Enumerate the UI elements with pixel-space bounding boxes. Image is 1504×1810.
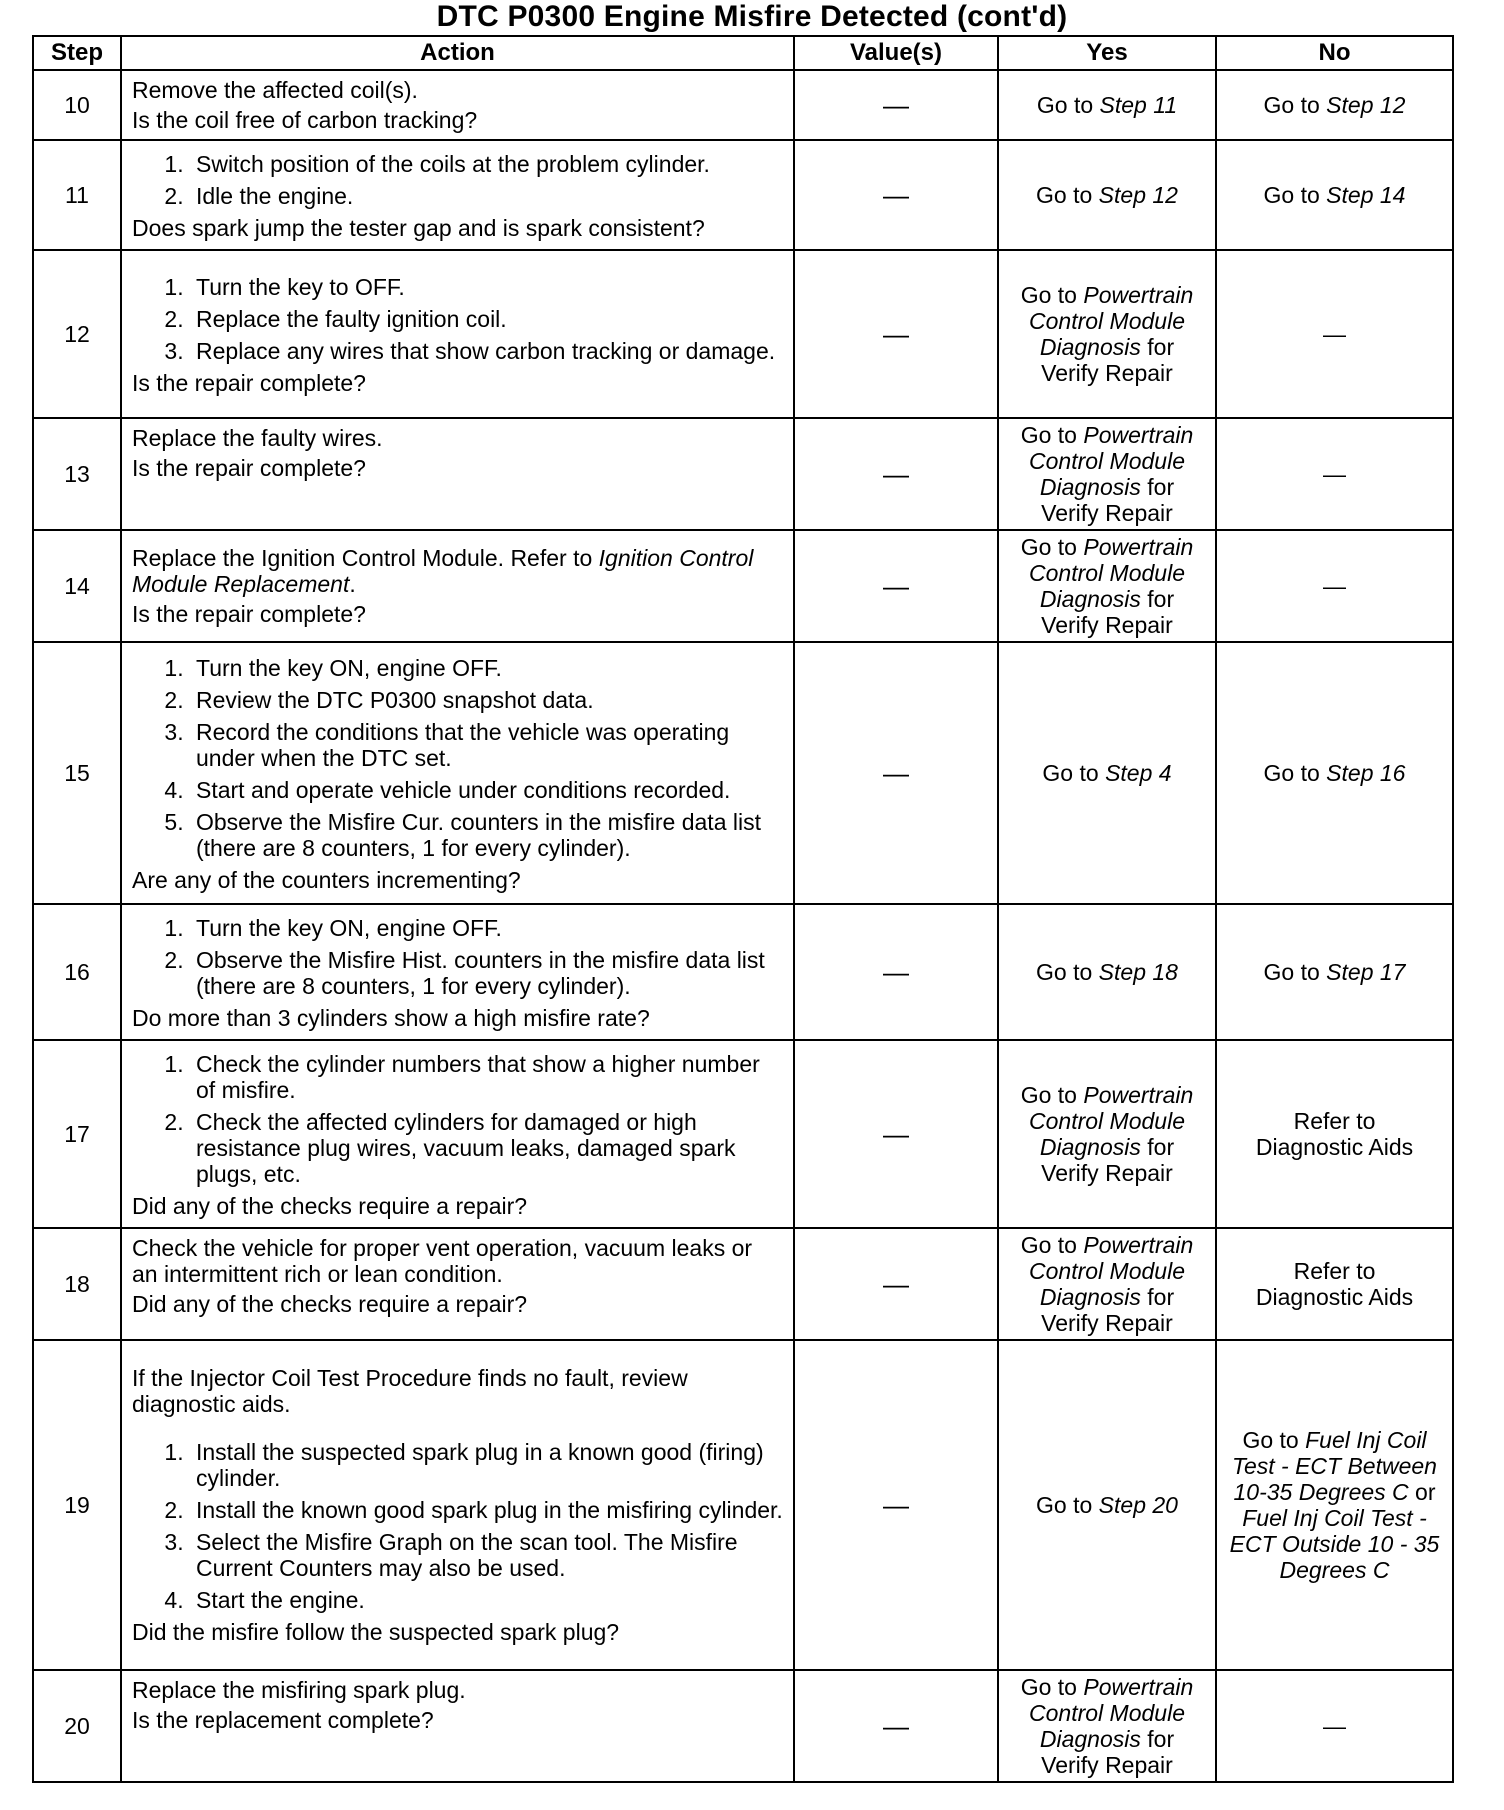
no-step-ref: Step 16 (1326, 760, 1406, 786)
yes-step-ref: Step 11 (1099, 92, 1178, 118)
action-cell (121, 70, 794, 140)
fuel-inj-coil-test-ref-2: Fuel Inj Coil Test - ECT Outside 10 - 35 Degrees C (1229, 1505, 1440, 1583)
no-step-ref: Step 12 (1326, 92, 1406, 118)
list-item: 2. Replace the faulty ignition coil. (190, 306, 783, 332)
pcm-verify: Verify Repair (1041, 360, 1173, 386)
table-row-step-10 (33, 70, 1453, 140)
pcm-ref-3: Diagnosis (1039, 474, 1141, 500)
action-list (132, 1439, 783, 1613)
header-yes: Yes (998, 36, 1216, 70)
list-item: 1. Turn the key to OFF. (190, 274, 783, 300)
yes-cell (998, 1340, 1216, 1670)
refer-to-label: Refer to (1293, 1108, 1376, 1134)
list-item: 2. Review the DTC P0300 snapshot data. (190, 687, 783, 713)
procedure-ref: Ignition Control Module Replacement (132, 545, 754, 597)
step-number: 13 (33, 418, 121, 530)
no-step-ref: Step 17 (1326, 959, 1406, 985)
value-cell: — (794, 140, 998, 250)
go-to-label: Go to (1036, 1492, 1093, 1518)
action-list (132, 274, 783, 364)
no-step-ref: Step 14 (1326, 182, 1406, 208)
table-row-step-20 (33, 1670, 1453, 1782)
go-to-label: Go to (1036, 959, 1093, 985)
list-item: 5. Observe the Misfire Cur. counters in the misfire data list (there are 8 counters, 1 for every cylinder). (190, 809, 783, 861)
value-cell: — (794, 530, 998, 642)
pcm-ref-3: Diagnosis (1039, 1134, 1141, 1160)
go-to-label: Go to (1242, 1427, 1299, 1453)
pcm-ref-1: Powertrain (1083, 1674, 1194, 1700)
yes-cell (998, 250, 1216, 418)
step-number: 12 (33, 250, 121, 418)
no-cell (1216, 1228, 1453, 1340)
diagnostic-aids-label: Diagnostic Aids (1255, 1284, 1414, 1310)
diagnostic-table (32, 35, 1454, 1783)
step-number: 14 (33, 530, 121, 642)
pcm-ref-3: Diagnosis (1039, 1726, 1141, 1752)
list-item: 3. Replace any wires that show carbon tracking or damage. (190, 338, 783, 364)
list-item: 1. Turn the key ON, engine OFF. (190, 655, 783, 681)
table-row-step-16 (33, 904, 1453, 1040)
value-cell: — (794, 642, 998, 904)
step-number: 15 (33, 642, 121, 904)
table-row-step-13 (33, 418, 1453, 530)
action-question: Is the replacement complete? (132, 1707, 434, 1733)
go-to-label: Go to (1020, 1082, 1077, 1108)
go-to-label: Go to (1020, 282, 1077, 308)
table-row-step-18 (33, 1228, 1453, 1340)
pcm-for: for (1147, 1134, 1175, 1160)
pcm-for: for (1147, 334, 1175, 360)
action-question: Is the repair complete? (132, 601, 366, 627)
table-row-step-17 (33, 1040, 1453, 1228)
step-number: 18 (33, 1228, 121, 1340)
yes-cell (998, 1228, 1216, 1340)
go-to-label: Go to (1020, 534, 1077, 560)
list-item: 1. Turn the key ON, engine OFF. (190, 915, 783, 941)
value-cell: — (794, 1228, 998, 1340)
action-list (132, 655, 783, 861)
pcm-ref-2: Control Module (1029, 308, 1185, 334)
action-text: Check the vehicle for proper vent operation, vacuum leaks or an intermittent rich or lean condition. (132, 1235, 753, 1287)
value-cell: — (794, 904, 998, 1040)
pcm-for: for (1147, 474, 1175, 500)
action-cell (121, 1040, 794, 1228)
table-row-step-12 (33, 250, 1453, 418)
pcm-ref-1: Powertrain (1083, 1232, 1194, 1258)
pcm-verify: Verify Repair (1041, 1310, 1173, 1336)
yes-cell (998, 70, 1216, 140)
yes-step-ref: Step 12 (1098, 182, 1178, 208)
action-cell (121, 250, 794, 418)
header-step: Step (33, 36, 121, 70)
action-cell (121, 418, 794, 530)
action-question: Does spark jump the tester gap and is spark consistent? (132, 215, 705, 241)
value-cell: — (794, 1340, 998, 1670)
list-item: 3. Select the Misfire Graph on the scan tool. The Misfire Current Counters may also be used. (190, 1529, 783, 1581)
pcm-for: for (1147, 1726, 1175, 1752)
pcm-verify: Verify Repair (1041, 500, 1173, 526)
list-item: 1. Check the cylinder numbers that show a higher number of misfire. (190, 1051, 783, 1103)
refer-to-label: Refer to (1293, 1258, 1376, 1284)
go-to-label: Go to (1263, 959, 1320, 985)
step-number: 16 (33, 904, 121, 1040)
value-cell: — (794, 250, 998, 418)
header-no: No (1216, 36, 1453, 70)
pcm-for: for (1147, 586, 1175, 612)
pcm-ref-2: Control Module (1029, 448, 1185, 474)
yes-cell (998, 530, 1216, 642)
pcm-ref-3: Diagnosis (1039, 334, 1141, 360)
pcm-ref-1: Powertrain (1083, 422, 1194, 448)
action-cell (121, 642, 794, 904)
step-number: 10 (33, 70, 121, 140)
yes-cell (998, 140, 1216, 250)
action-question: Is the repair complete? (132, 455, 366, 481)
go-to-label: Go to (1020, 1232, 1077, 1258)
or-label: or (1415, 1479, 1436, 1505)
list-item: 4. Start and operate vehicle under conditions recorded. (190, 777, 783, 803)
value-cell: — (794, 418, 998, 530)
list-item: 2. Check the affected cylinders for damaged or high resistance plug wires, vacuum leaks, damaged spark plugs, etc. (190, 1109, 783, 1187)
pcm-verify: Verify Repair (1041, 1160, 1173, 1186)
yes-cell (998, 642, 1216, 904)
pcm-ref-2: Control Module (1029, 1258, 1185, 1284)
list-item: 2. Idle the engine. (190, 183, 783, 209)
table-row-step-15 (33, 642, 1453, 904)
yes-cell (998, 1040, 1216, 1228)
action-cell (121, 904, 794, 1040)
table-header-row (33, 36, 1453, 70)
no-cell (1216, 1340, 1453, 1670)
pcm-verify: Verify Repair (1041, 612, 1173, 638)
value-cell: — (794, 1670, 998, 1782)
list-item: 2. Observe the Misfire Hist. counters in the misfire data list (there are 8 counters, 1 for every cylinder). (190, 947, 783, 999)
pcm-for: for (1147, 1284, 1175, 1310)
action-cell (121, 1670, 794, 1782)
yes-step-ref: Step 4 (1105, 760, 1172, 786)
yes-step-ref: Step 18 (1098, 959, 1178, 985)
go-to-label: Go to (1036, 92, 1094, 118)
action-cell (121, 1228, 794, 1340)
action-cell (121, 140, 794, 250)
action-text: Replace the Ignition Control Module. Refer to Ignition Control Module Replacement. (132, 545, 754, 597)
list-item: 1. Install the suspected spark plug in a known good (firing) cylinder. (190, 1439, 783, 1491)
no-cell: — (1216, 530, 1453, 642)
no-cell (1216, 70, 1453, 140)
fuel-inj-coil-test-ref-1: Fuel Inj Coil Test - ECT Between 10-35 Degrees C (1232, 1427, 1437, 1505)
action-question: Did the misfire follow the suspected spark plug? (132, 1619, 620, 1645)
action-question: Did any of the checks require a repair? (132, 1193, 528, 1219)
action-cell (121, 1340, 794, 1670)
pcm-ref-1: Powertrain (1083, 282, 1194, 308)
no-cell (1216, 140, 1453, 250)
yes-cell (998, 418, 1216, 530)
list-item: 3. Record the conditions that the vehicle was operating under when the DTC set. (190, 719, 783, 771)
action-text: Replace the faulty wires. (132, 425, 383, 451)
no-cell: — (1216, 250, 1453, 418)
table-row-step-19 (33, 1340, 1453, 1670)
pcm-ref-3: Diagnosis (1039, 586, 1141, 612)
list-item: 2. Install the known good spark plug in the misfiring cylinder. (190, 1497, 783, 1523)
action-text: Replace the misfiring spark plug. (132, 1677, 466, 1703)
no-cell (1216, 642, 1453, 904)
table-row-step-14 (33, 530, 1453, 642)
go-to-label: Go to (1042, 760, 1099, 786)
step-number: 11 (33, 140, 121, 250)
action-question: Is the coil free of carbon tracking? (132, 107, 478, 133)
pcm-ref-2: Control Module (1029, 1108, 1185, 1134)
pcm-ref-3: Diagnosis (1039, 1284, 1141, 1310)
action-question: Are any of the counters incrementing? (132, 867, 521, 893)
action-list (132, 151, 783, 209)
list-item: 4. Start the engine. (190, 1587, 783, 1613)
value-cell: — (794, 70, 998, 140)
step-number: 20 (33, 1670, 121, 1782)
no-cell: — (1216, 1670, 1453, 1782)
action-text-main: Replace the Ignition Control Module. Refer to (132, 545, 593, 571)
no-cell (1216, 904, 1453, 1040)
action-list (132, 1051, 783, 1187)
no-cell: — (1216, 418, 1453, 530)
go-to-label: Go to (1263, 760, 1320, 786)
go-to-label: Go to (1263, 182, 1320, 208)
action-list (132, 915, 783, 999)
value-cell: — (794, 1040, 998, 1228)
header-action: Action (121, 36, 794, 70)
go-to-label: Go to (1020, 422, 1077, 448)
yes-step-ref: Step 20 (1098, 1492, 1178, 1518)
action-question: Is the repair complete? (132, 370, 366, 396)
no-cell (1216, 1040, 1453, 1228)
pcm-ref-1: Powertrain (1083, 1082, 1194, 1108)
go-to-label: Go to (1020, 1674, 1077, 1700)
action-cell (121, 530, 794, 642)
go-to-label: Go to (1263, 92, 1320, 118)
yes-cell (998, 1670, 1216, 1782)
header-values: Value(s) (794, 36, 998, 70)
action-text: If the Injector Coil Test Procedure finds no fault, review diagnostic aids. (132, 1365, 688, 1417)
yes-cell (998, 904, 1216, 1040)
step-number: 17 (33, 1040, 121, 1228)
step-number: 19 (33, 1340, 121, 1670)
list-item: 1. Switch position of the coils at the problem cylinder. (190, 151, 783, 177)
pcm-ref-2: Control Module (1029, 560, 1185, 586)
table-row-step-11 (33, 140, 1453, 250)
pcm-ref-1: Powertrain (1083, 534, 1194, 560)
action-text: Remove the affected coil(s). (132, 77, 418, 103)
action-question: Do more than 3 cylinders show a high misfire rate? (132, 1005, 650, 1031)
go-to-label: Go to (1036, 182, 1093, 208)
page-title: DTC P0300 Engine Misfire Detected (cont'd) (436, 0, 1068, 33)
action-question: Did any of the checks require a repair? (132, 1291, 528, 1317)
pcm-ref-2: Control Module (1029, 1700, 1185, 1726)
pcm-verify: Verify Repair (1041, 1752, 1173, 1778)
diagnostic-aids-label: Diagnostic Aids (1255, 1134, 1414, 1160)
